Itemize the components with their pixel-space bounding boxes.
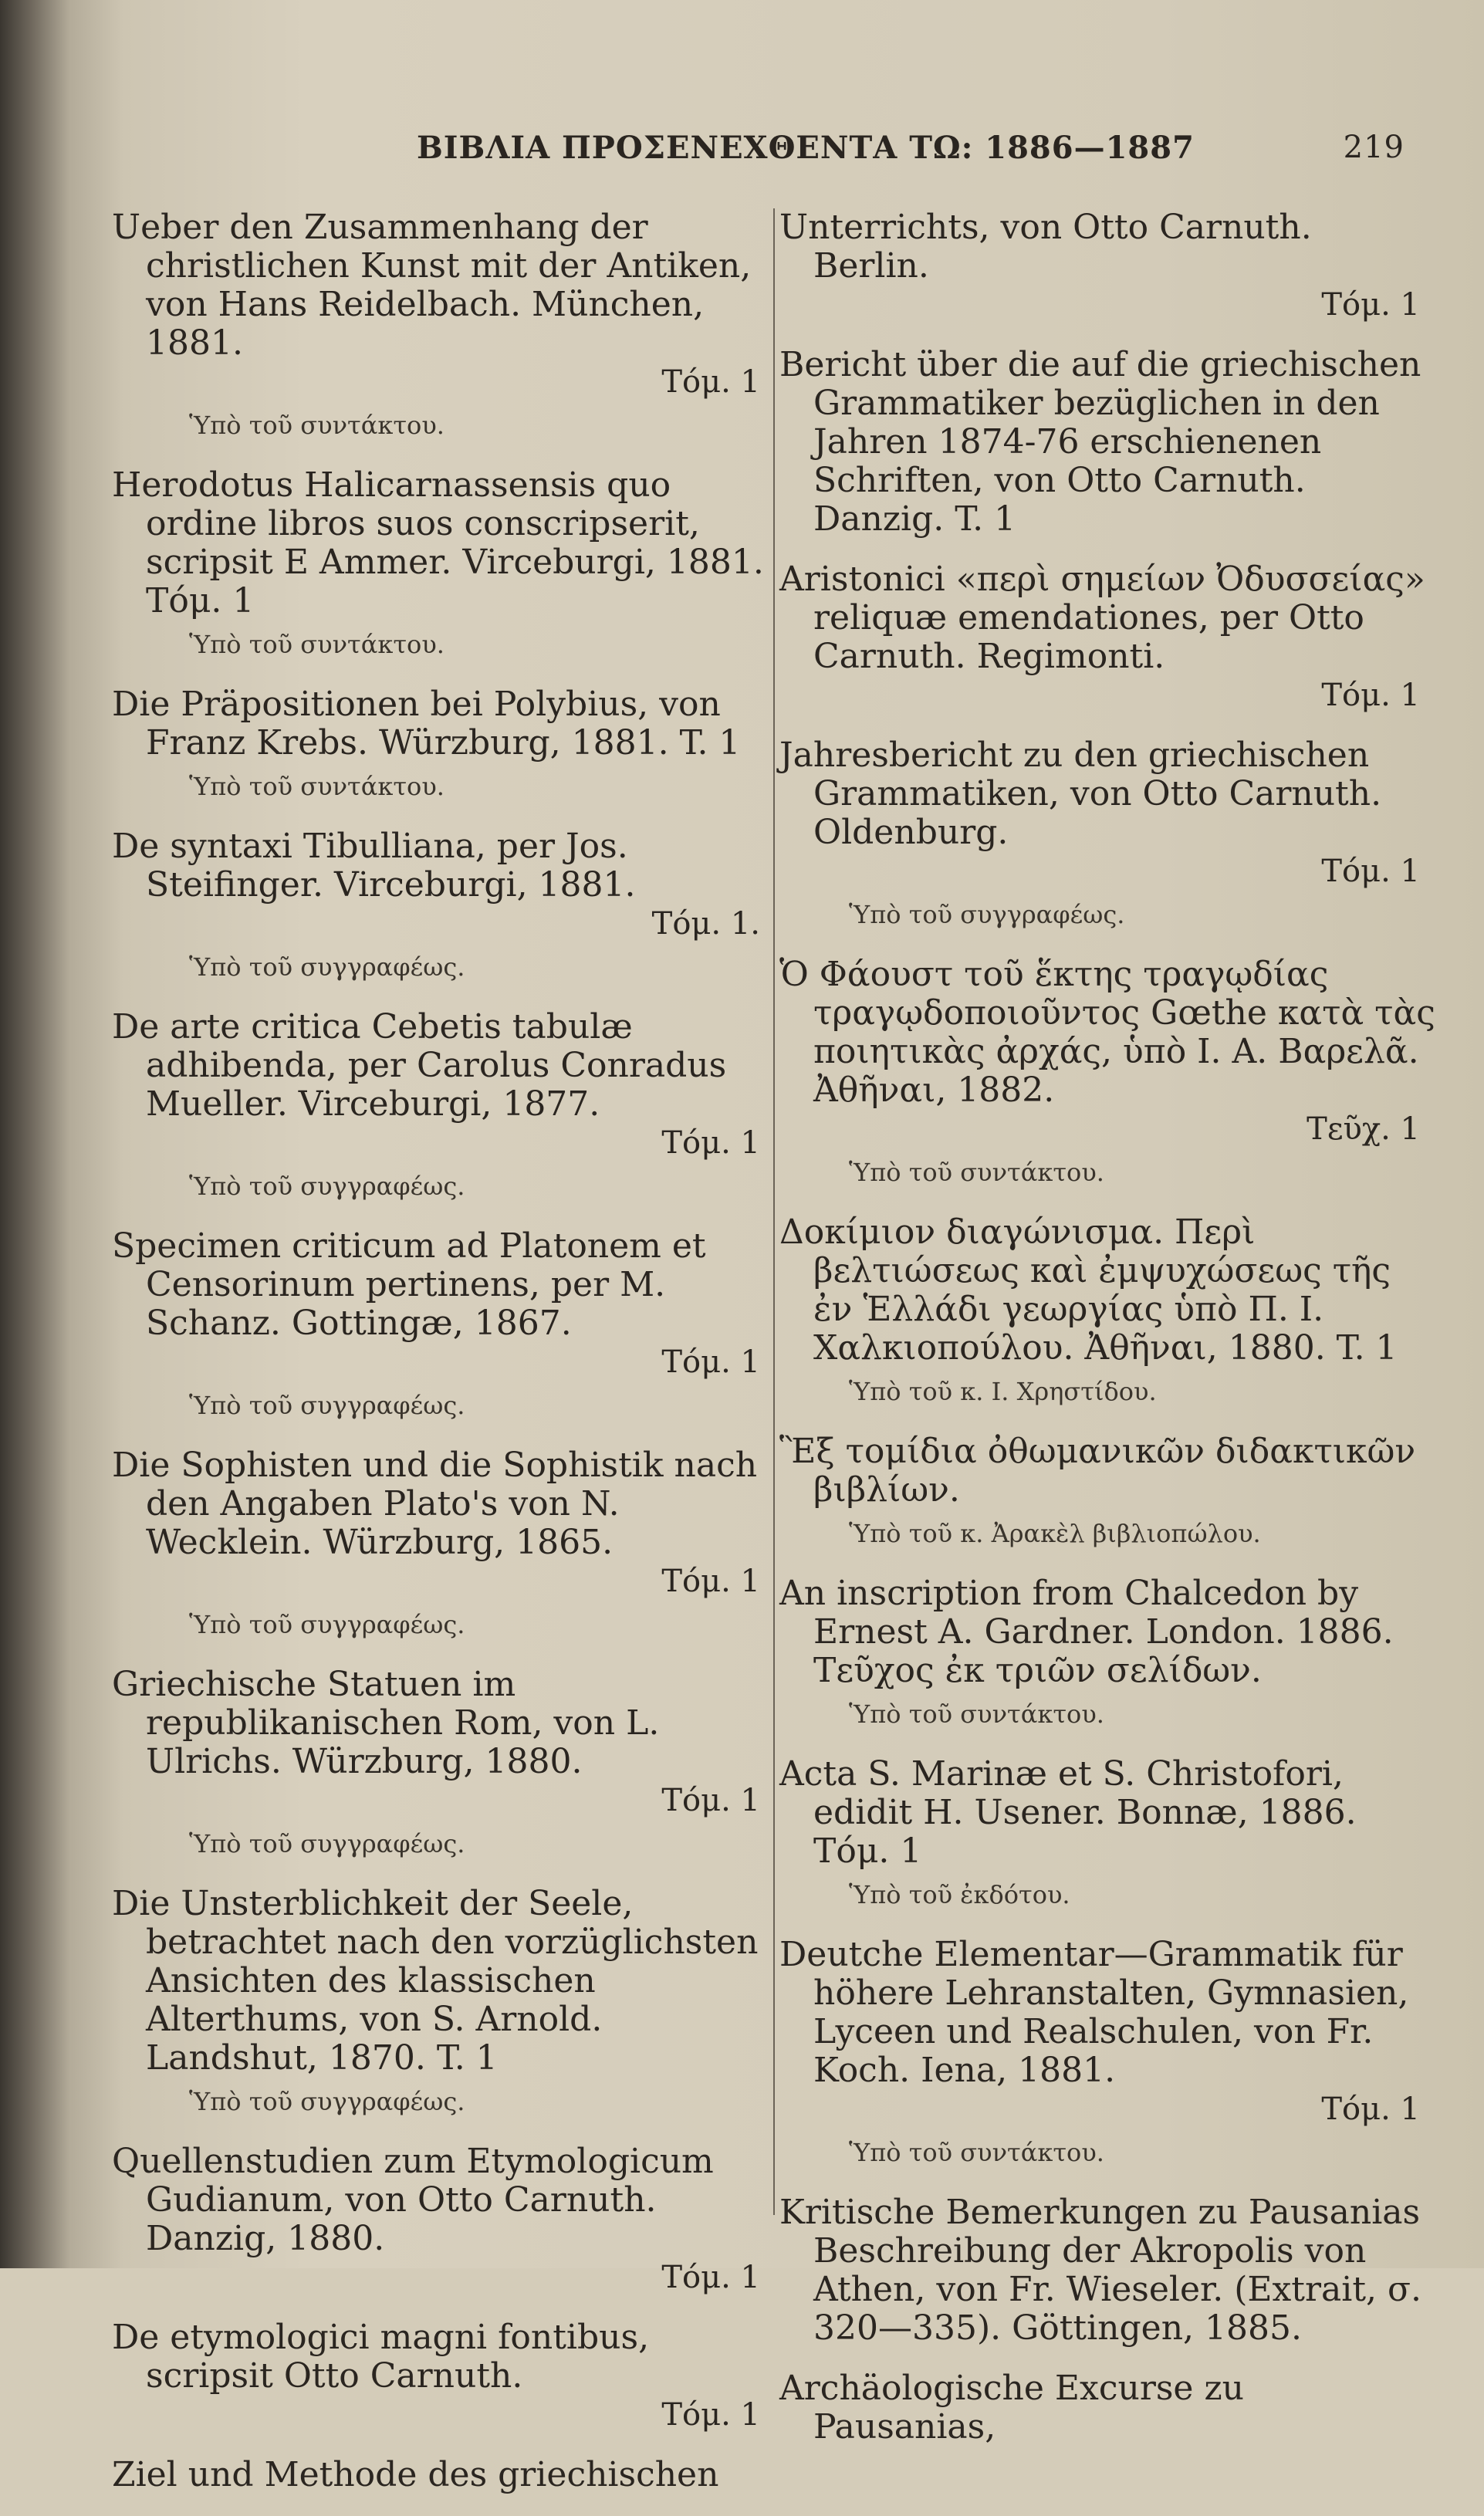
left-column xyxy=(112,208,776,2516)
entry-source: Ὑπὸ τοῦ συγγραφέως. xyxy=(189,1829,465,1858)
book-entry xyxy=(112,1008,776,1206)
entry-text: Δοκίμιον διαγώνισμα. Περὶ βελτιώσεως καὶ ἐμψυχώσεως τῆς ἐν Ἑλλάδι γεωργίας ὑπὸ Π. Ι. Χαλκιοπούλου. Ἀθῆναι, 1880. T. 1 xyxy=(779,1212,1398,1368)
book-entry xyxy=(112,1227,776,1425)
entry-volume: Τόμ. 1. xyxy=(651,906,760,942)
book-entry xyxy=(112,2318,776,2434)
entry-source: Ὑπὸ τοῦ συγγραφέως. xyxy=(189,2087,465,2116)
book-entry xyxy=(772,2193,1435,2348)
entry-text: De etymologici magni fontibus, scripsit Otto Carnuth. xyxy=(112,2318,650,2396)
book-entry xyxy=(112,466,776,664)
book-entry xyxy=(112,685,776,806)
book-entry xyxy=(112,1446,776,1644)
entry-source: Ὑπὸ τοῦ συγγραφέως. xyxy=(189,1172,465,1201)
book-entry xyxy=(112,827,776,986)
entry-text: Ueber den Zusammenhang der christlichen Kunst mit der Antiken, von Hans Reidelbach. München, 1881. xyxy=(112,208,752,363)
entry-text: Ἓξ τομίδια ὀθωμανικῶν διδακτικῶν βιβλίων. xyxy=(779,1432,1416,1510)
entry-volume: Τόμ. 1 xyxy=(661,1783,760,1818)
entry-text: Acta S. Marinæ et S. Christofori, edidit H. Usener. Bonnæ, 1886. Τόμ. 1 xyxy=(779,1754,1357,1871)
entry-text: Die Sophisten und die Sophistik nach den Angaben Plato's von N. Wecklein. Würzburg, 1865. xyxy=(112,1446,758,1562)
book-entry xyxy=(772,736,1435,934)
book-entry xyxy=(772,208,1435,324)
entry-text: Archäologische Excurse zu Pausanias, xyxy=(779,2369,1244,2447)
entry-source: Ὑπὸ τοῦ συντάκτου. xyxy=(189,772,445,801)
entry-source: Ὑπὸ τοῦ συγγραφέως. xyxy=(849,900,1125,929)
entry-text: Die Unsterblichkeit der Seele, betrachtet nach den vorzüglichsten Ansichten des klassischen Alterthums, von S. Arnold. Landshut, 1870. T. 1 xyxy=(112,1884,759,2078)
entry-text: Kritische Bemerkungen zu Pausanias Beschreibung der Akropolis von Athen, von Fr. Wieseler. (Extrait, σ. 320—335). Göttingen, 1885. xyxy=(779,2193,1422,2348)
entry-text: Quellenstudien zum Etymologicum Gudianum, von Otto Carnuth. Danzig, 1880. xyxy=(112,2142,714,2258)
entry-text: Ziel und Methode des griechischen xyxy=(112,2455,719,2494)
entry-text: Deutche Elementar—Grammatik für höhere Lehranstalten, Gymnasien, Lyceen und Realschulen, von Fr. Koch. Iena, 1881. xyxy=(779,1935,1409,2090)
entry-text: De syntaxi Tibulliana, per Jos. Steifinger. Virceburgi, 1881. xyxy=(112,827,636,905)
entry-volume: Τεῦχ. 1 xyxy=(1307,1111,1420,1147)
right-column xyxy=(772,208,1435,2468)
entry-volume: Τόμ. 1 xyxy=(661,2397,760,2433)
page-number: 219 xyxy=(1343,130,1405,165)
entry-volume: Τόμ. 1 xyxy=(1321,2092,1420,2127)
book-entry xyxy=(772,560,1435,715)
entry-text: An inscription from Chalcedon by Ernest A. Gardner. London. 1886. Τεῦχος ἐκ τριῶν σελίδων. xyxy=(779,1574,1394,1690)
book-entry xyxy=(112,2456,776,2494)
entry-source: Ὑπὸ τοῦ συγγραφέως. xyxy=(189,1610,465,1639)
book-entry xyxy=(112,2142,776,2297)
running-header xyxy=(417,130,1405,176)
book-entry xyxy=(772,955,1435,1192)
entry-source: Ὑπὸ τοῦ συγγραφέως. xyxy=(189,1391,465,1420)
entry-volume: Τόμ. 1 xyxy=(1321,678,1420,713)
entry-text: De arte critica Cebetis tabulæ adhibenda, per Carolus Conradus Mueller. Virceburgi, 1877. xyxy=(112,1007,727,1124)
entry-volume: Τόμ. 1 xyxy=(1321,854,1420,889)
entry-source: Ὑπὸ τοῦ συντάκτου. xyxy=(849,2138,1104,2167)
entry-text: Jahresbericht zu den griechischen Grammatiken, von Otto Carnuth. Oldenburg. xyxy=(779,736,1382,852)
book-entry xyxy=(772,1755,1435,1914)
entry-text: Die Präpositionen bei Polybius, von Franz Krebs. Würzburg, 1881. T. 1 xyxy=(112,685,741,763)
entry-volume: Τόμ. 1 xyxy=(1321,287,1420,323)
book-entry xyxy=(112,1885,776,2121)
entry-source: Ὑπὸ τοῦ συντάκτου. xyxy=(849,1158,1104,1187)
book-entry xyxy=(772,2369,1435,2447)
entry-source: Ὑπὸ τοῦ συντάκτου. xyxy=(189,411,445,440)
book-entry xyxy=(112,1665,776,1863)
entry-source: Ὑπὸ τοῦ συγγραφέως. xyxy=(189,952,465,982)
entry-source: Ὑπὸ τοῦ ἐκδότου. xyxy=(849,1880,1070,1909)
entry-text: Unterrichts, von Otto Carnuth. Berlin. xyxy=(779,208,1312,286)
entry-volume: Τόμ. 1 xyxy=(661,1564,760,1599)
entry-text: Griechische Statuen im republikanischen Rom, von L. Ulrichs. Würzburg, 1880. xyxy=(112,1665,660,1781)
entry-source: Ὑπὸ τοῦ κ. Ἀρακὲλ βιβλιοπώλου. xyxy=(849,1519,1261,1548)
entry-text: Aristonici «περὶ σημείων Ὀδυσσείας» reliquæ emendationes, per Otto Carnuth. Regimonti. xyxy=(779,560,1425,676)
book-entry xyxy=(772,346,1435,539)
header-title: ΒΙΒΛΙΑ ΠΡΟΣΕΝΕΧΘΕΝΤΑ ΤΩ: 1886—1887 xyxy=(417,130,1195,166)
entry-text: Herodotus Halicarnassensis quo ordine libros suos conscripserit, scripsit E Ammer. Virceburgi, 1881. Τόμ. 1 xyxy=(112,465,764,621)
book-entry xyxy=(772,1213,1435,1411)
entry-text: Bericht über die auf die griechischen Grammatiker bezüglichen in den Jahren 1874-76 erschienenen Schriften, von Otto Carnuth. Danzig. T. 1 xyxy=(779,345,1421,539)
entry-source: Ὑπὸ τοῦ κ. Ι. Χρηστίδου. xyxy=(849,1377,1157,1406)
entry-volume: Τόμ. 1 xyxy=(661,2260,760,2295)
book-entry xyxy=(772,1574,1435,1733)
entry-text: Specimen criticum ad Platonem et Censorinum pertinens, per M. Schanz. Gottingæ, 1867. xyxy=(112,1226,706,1343)
entry-source: Ὑπὸ τοῦ συντάκτου. xyxy=(849,1699,1104,1729)
book-entry xyxy=(112,208,776,445)
entry-text: Ὁ Φάουστ τοῦ ἕκτης τραγῳδίας τραγῳδοποιοῦντος Gœthe κατὰ τὰς ποιητικὰς ἀρχάς, ὑπὸ Ι. Α. Βαρελᾶ. Ἀθῆναι, 1882. xyxy=(779,955,1435,1110)
entry-volume: Τόμ. 1 xyxy=(661,364,760,400)
entry-volume: Τόμ. 1 xyxy=(661,1344,760,1380)
entry-volume: Τόμ. 1 xyxy=(661,1125,760,1161)
entry-source: Ὑπὸ τοῦ συντάκτου. xyxy=(189,630,445,659)
book-entry xyxy=(772,1936,1435,2172)
book-entry xyxy=(772,1432,1435,1553)
